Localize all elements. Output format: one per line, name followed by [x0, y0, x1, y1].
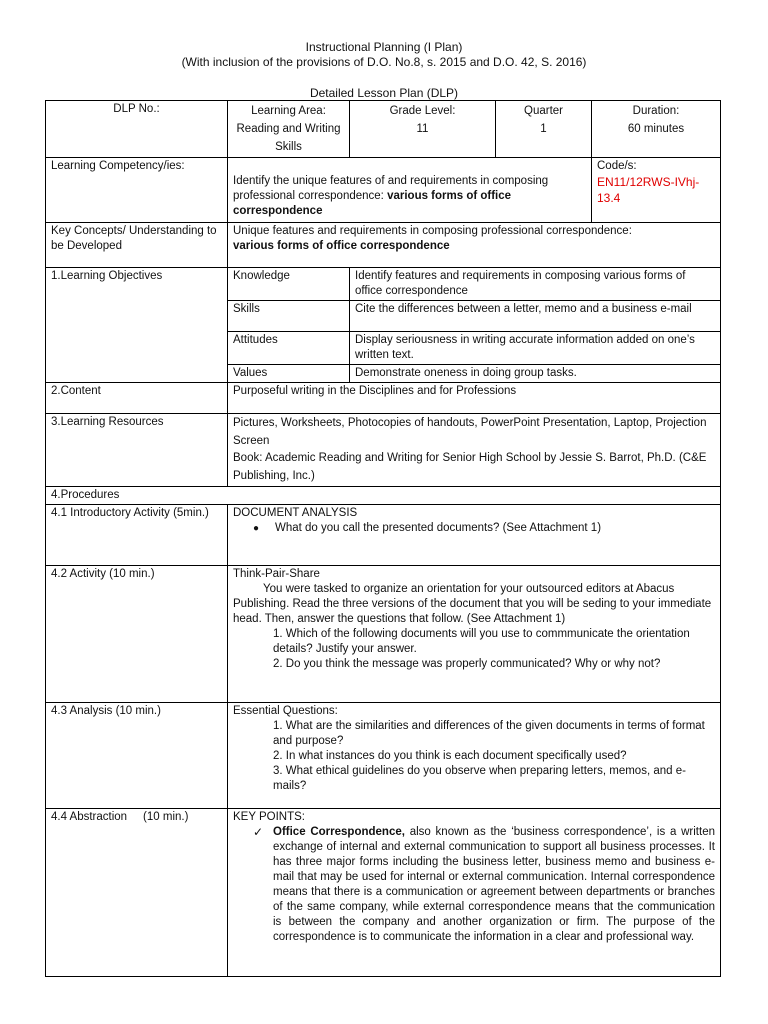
abstraction-body: also known as the ‘business correspondence’, is a written exchange of internal and external communication to support all business processes. It has three major forms including the business letter, business memo and business e-mail that may be used for internal or external communication. Internal correspondence means that there is a communication or agreement between departments or branches of the same company, while external correspondence means that the communication is between the company and another organization or firm. The purpose of the correspondence is to communicate the information in a clear and professional way.	[273, 826, 715, 943]
content-row	[46, 383, 721, 414]
abstraction-heading: KEY POINTS:	[233, 811, 306, 823]
plan-name: Detailed Lesson Plan (DLP)	[309, 86, 459, 100]
activity-cell	[228, 566, 721, 703]
resources-row	[46, 414, 721, 487]
grade-level-cell	[350, 101, 496, 158]
checkmark-icon: ✓	[253, 825, 264, 839]
objective-text: Identify features and requirements in composing various forms of office correspondence	[350, 268, 721, 301]
analysis-question-1: 1. What are the similarities and differences of the given documents in terms of format and purpose?	[273, 720, 705, 747]
resources-line2: Book: Academic Reading and Writing for Senior High School by Jessie S. Barrot, Ph.D. (C&E Publishing, Inc.)	[233, 452, 707, 482]
key-concepts-text: Unique features and requirements in composing professional correspondence:	[233, 225, 632, 237]
document-title: Instructional Planning (I Plan)	[305, 40, 463, 54]
document-subtitle: (With inclusion of the provisions of D.O. No.8, s. 2015 and D.O. 42, S. 2016)	[181, 55, 587, 69]
duration-value: 60 minutes	[627, 123, 685, 135]
content-label: 2.Content	[46, 383, 228, 414]
intro-bullet-text: What do you call the presented documents? (See Attachment 1)	[275, 522, 602, 534]
procedures-label: 4.Procedures	[46, 487, 721, 505]
learning-area-cell	[228, 101, 350, 158]
dlp-no-label: DLP No.:	[113, 103, 160, 115]
code-label: Code/s:	[597, 160, 637, 172]
bullet-icon: ●	[253, 523, 260, 534]
key-concepts-label: Key Concepts/ Understanding to be Developed	[46, 223, 228, 268]
analysis-cell	[228, 703, 721, 809]
intro-activity-cell	[228, 505, 721, 566]
activity-question-1: 1. Which of the following documents will you use to commmunicate the orientation details? Justify your answer.	[273, 628, 690, 655]
objective-text: Demonstrate oneness in doing group tasks.	[350, 365, 721, 383]
dlp-table	[45, 100, 721, 977]
competency-row	[46, 158, 721, 223]
grade-level-value: 11	[416, 123, 429, 135]
intro-activity-row	[46, 505, 721, 566]
competency-text-cell	[228, 158, 592, 223]
activity-paragraph: You were tasked to organize an orientation for your outsourced editors at Abacus Publishing. Read the three versions of the document that you will be seding to your immediate head. Then, answer the questions that follow. (See Attachment 1)	[233, 583, 712, 625]
intro-bullet-item	[233, 521, 715, 536]
abstraction-term: Office Correspondence,	[273, 826, 405, 838]
key-concepts-cell	[228, 223, 721, 268]
activity-heading: Think-Pair-Share	[233, 568, 320, 580]
code-value: EN11/12RWS-IVhj-13.4	[597, 175, 700, 205]
resources-line1: Pictures, Worksheets, Photocopies of handouts, PowerPoint Presentation, Laptop, Projection Screen	[233, 417, 707, 447]
key-concepts-bold: various forms of office correspondence	[233, 240, 450, 252]
duration-label: Duration:	[632, 105, 680, 117]
key-concepts-row	[46, 223, 721, 268]
dlp-no-cell	[46, 101, 228, 158]
abstraction-point	[233, 825, 715, 945]
competency-text: Identify the unique features of and requirements in composing professional correspondence:	[233, 175, 549, 202]
objective-domain: Attitudes	[228, 332, 350, 365]
objective-domain: Skills	[228, 301, 350, 332]
abstraction-point-text	[273, 825, 715, 945]
procedures-row	[46, 487, 721, 505]
code-cell	[592, 158, 721, 223]
duration-cell	[592, 101, 721, 158]
analysis-heading: Essential Questions:	[233, 705, 338, 717]
resources-cell	[228, 414, 721, 487]
abstraction-row	[46, 809, 721, 977]
objective-text: Cite the differences between a letter, memo and a business e-mail	[350, 301, 721, 332]
analysis-question-3: 3. What ethical guidelines do you observe when preparing letters, memos, and e-mails?	[273, 765, 686, 792]
learning-area-label: Learning Area:	[251, 105, 326, 117]
activity-row	[46, 566, 721, 703]
activity-question-2: 2. Do you think the message was properly communicated? Why or why not?	[273, 658, 661, 670]
objectives-label: 1.Learning Objectives	[46, 268, 228, 383]
intro-activity-label: 4.1 Introductory Activity (5min.)	[46, 505, 228, 566]
activity-label: 4.2 Activity (10 min.)	[46, 566, 228, 703]
objective-row-knowledge	[46, 268, 721, 301]
objective-domain: Values	[228, 365, 350, 383]
quarter-value: 1	[540, 123, 547, 135]
resources-label: 3.Learning Resources	[46, 414, 228, 487]
content-text: Purposeful writing in the Disciplines and for Professions	[228, 383, 721, 414]
learning-area-value: Reading and Writing Skills	[236, 123, 341, 153]
abstraction-label: 4.4 Abstraction (10 min.)	[46, 809, 228, 977]
competency-label: Learning Competency/ies:	[46, 158, 228, 223]
analysis-row	[46, 703, 721, 809]
abstraction-cell	[228, 809, 721, 977]
analysis-question-2: 2. In what instances do you think is each document specifically used?	[273, 750, 627, 762]
analysis-label: 4.3 Analysis (10 min.)	[46, 703, 228, 809]
grade-level-label: Grade Level:	[389, 105, 456, 117]
intro-heading: DOCUMENT ANALYSIS	[233, 507, 358, 519]
quarter-label: Quarter	[524, 105, 563, 117]
quarter-cell	[496, 101, 592, 158]
info-row	[46, 101, 721, 158]
objective-domain: Knowledge	[228, 268, 350, 301]
objective-text: Display seriousness in writing accurate information added on one’s written text.	[350, 332, 721, 365]
competency-bold: various forms of office correspondence	[233, 190, 512, 217]
